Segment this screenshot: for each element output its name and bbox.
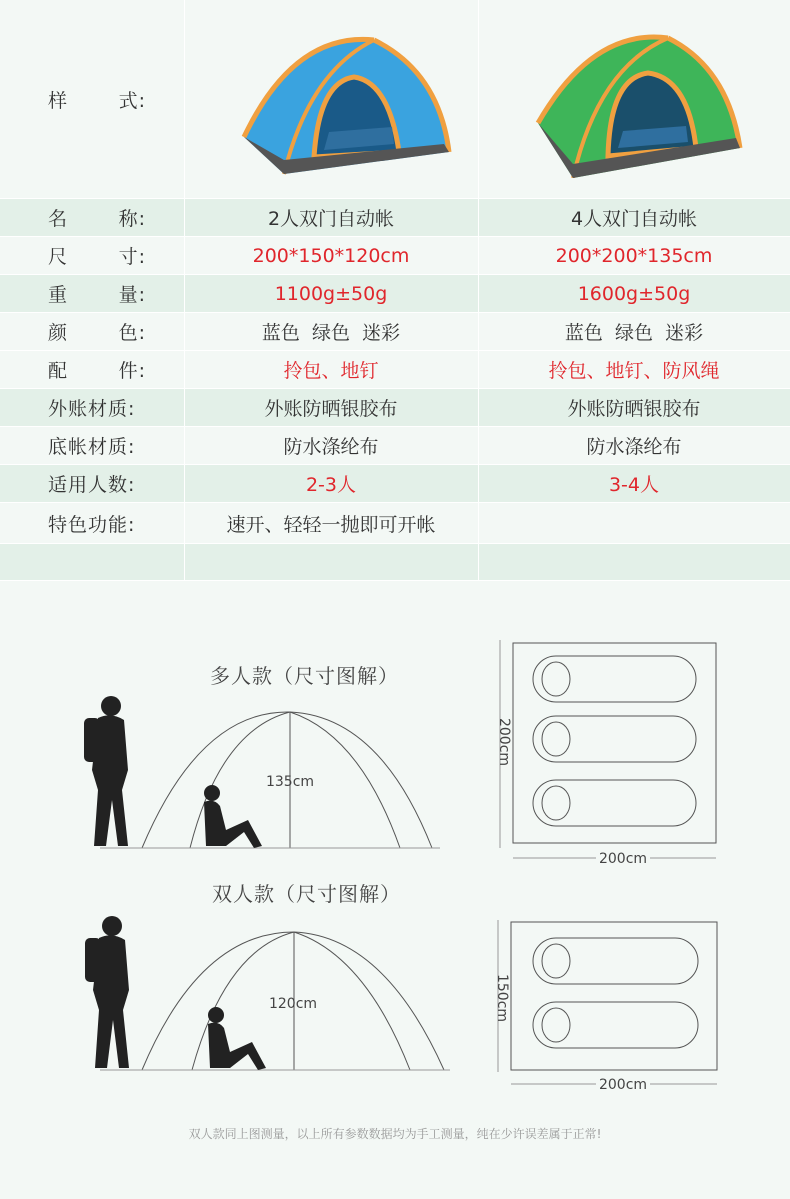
floor-material-a: 防水涤纶布 bbox=[283, 436, 379, 458]
color-b: 蓝色 绿色 迷彩 bbox=[564, 322, 704, 344]
capacity-a: 2-3人 bbox=[305, 474, 357, 496]
double-width-label: 200cm bbox=[598, 1077, 648, 1093]
features-a: 速开、轻轻一抛即可开帐 bbox=[226, 513, 436, 536]
double-person-title: 双人款（尺寸图解） bbox=[212, 882, 401, 906]
outer-material-a: 外账防晒银胶布 bbox=[264, 398, 398, 420]
row-features: 特色功能: 速开、轻轻一抛即可开帐 bbox=[0, 503, 790, 544]
name-b: 4人双门自动帐 bbox=[570, 208, 698, 230]
double-height-label: 120cm bbox=[268, 996, 318, 1012]
capacity-b: 3-4人 bbox=[608, 474, 660, 496]
outer-material-b: 外账防晒银胶布 bbox=[567, 398, 701, 420]
row-accessories: 配 件: 拎包、地钉 拎包、地钉、防风绳 bbox=[0, 351, 790, 389]
color-a: 蓝色 绿色 迷彩 bbox=[261, 322, 401, 344]
sitting-person-icon bbox=[208, 1007, 266, 1070]
row-outer-material: 外账材质: 外账防晒银胶布 外账防晒银胶布 bbox=[0, 389, 790, 427]
weight-a: 1100g±50g bbox=[274, 282, 388, 305]
double-depth-label: 150cm bbox=[494, 973, 510, 1023]
multi-depth-label: 200cm bbox=[496, 717, 512, 767]
multi-person-title: 多人款（尺寸图解） bbox=[210, 664, 399, 688]
name-a: 2人双门自动帐 bbox=[267, 208, 395, 230]
multi-height-label: 135cm bbox=[265, 774, 315, 790]
label-style: 样 式: bbox=[48, 89, 146, 112]
size-b: 200*200*135cm bbox=[555, 244, 713, 267]
row-size: 尺 寸: 200*150*120cm 200*200*135cm bbox=[0, 237, 790, 275]
row-capacity: 适用人数: 2-3人 3-4人 bbox=[0, 465, 790, 503]
row-floor-material: 底帐材质: 防水涤纶布 防水涤纶布 bbox=[0, 427, 790, 465]
row-weight: 重 量: 1100g±50g 1600g±50g bbox=[0, 275, 790, 313]
accessories-b: 拎包、地钉、防风绳 bbox=[548, 360, 720, 382]
double-tent-top-view bbox=[498, 920, 717, 1084]
weight-b: 1600g±50g bbox=[577, 282, 691, 305]
floor-material-b: 防水涤纶布 bbox=[586, 436, 682, 458]
multi-width-label: 200cm bbox=[598, 851, 648, 867]
footer-note: 双人款同上图测量，以上所有参数数据均为手工测量，纯在少许误差属于正常! bbox=[188, 1127, 602, 1141]
row-color: 颜 色: 蓝色 绿色 迷彩 蓝色 绿色 迷彩 bbox=[0, 313, 790, 351]
row-name: 名 称: 2人双门自动帐 4人双门自动帐 bbox=[0, 199, 790, 237]
size-a: 200*150*120cm bbox=[252, 244, 410, 267]
sitting-person-icon bbox=[204, 785, 262, 848]
multi-tent-top-view bbox=[500, 640, 716, 858]
accessories-a: 拎包、地钉 bbox=[283, 360, 379, 382]
standing-person-icon bbox=[84, 696, 128, 846]
standing-person-icon bbox=[85, 916, 129, 1068]
